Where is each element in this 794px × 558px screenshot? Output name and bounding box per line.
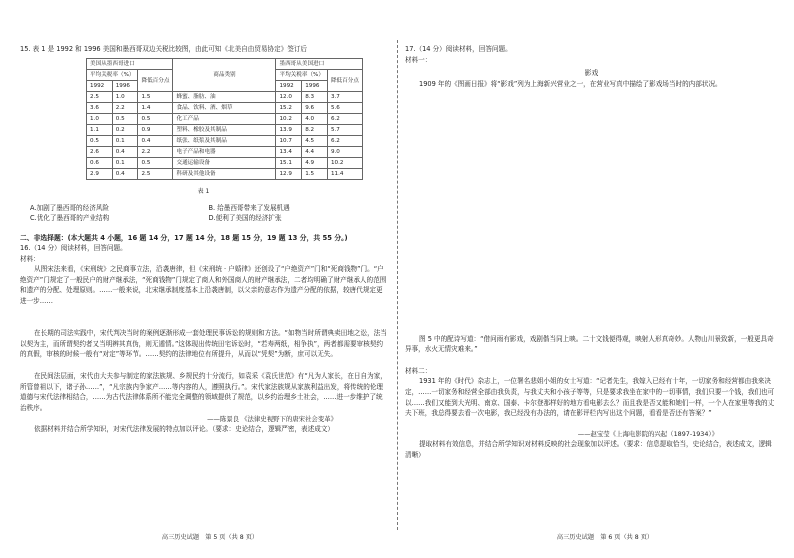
table-cell: 4.0 — [302, 114, 328, 125]
table-cell: 2.6 — [87, 147, 113, 158]
table-drop-left: 降低百分点 — [138, 70, 173, 92]
table-cell: 0.5 — [138, 158, 173, 169]
table-cell: 科研及其他设备 — [173, 169, 276, 180]
table-cell: 9.6 — [302, 103, 328, 114]
table-cell: 2.2 — [138, 147, 173, 158]
answer-options — [20, 203, 387, 223]
material-paragraph-3: 在民间法层面，宋代由大夫参与制定的家法族规、乡规民约十分流行，如袁采《袁氏世范》有“凡为人家长，在日自为家，所管曾祖以下，诸子孙……”，“凡宗族内争家产……等内容的人，遵照执行。”。宋代家法族规从家族利益出发，将传统的伦理道德与宋代法律相结合，……为古代法律体系所不能完全调整的领域提供了规范，以乡约治理乡土社会，……进一步维护了统治秩序。 — [20, 372, 387, 412]
material-1-label: 材料一： — [405, 55, 432, 64]
table-cell: 0.4 — [112, 147, 138, 158]
page-footer-left: 高三历史试题 第 5 页（共 8 页） — [161, 534, 259, 541]
table-cell: 15.1 — [276, 158, 302, 169]
table-cell: 13.9 — [276, 125, 302, 136]
image-placeholder — [405, 90, 778, 334]
table-cell: 12.9 — [276, 169, 302, 180]
table-row — [87, 125, 363, 136]
section-title: 二、非选择题：(本大题共 4 小题，16 题 14 分，17 题 14 分，18 题 15 分，19 题 13 分，共 55 分。) — [20, 234, 348, 242]
table-row — [87, 147, 363, 158]
table-cell: 0.5 — [87, 136, 113, 147]
table-row — [87, 114, 363, 125]
table-cell: 2.2 — [112, 103, 138, 114]
question-17-head: 17.（14 分）阅读材料，回答问题。 — [405, 45, 512, 53]
table-cell: 4.9 — [302, 158, 328, 169]
table-year-b-left: 1996 — [112, 81, 138, 92]
material-paragraph-1: 从图宋法来看，《宋刑统》之民商事立法，沿袭唐律，但《宋刑统 · 户婚律》还创设了“户绝资产”门和“死商钱物”门。“户绝资产”门规定了一般民户的财产继承法，“死商钱物”门规定了商人和外国商人的财产继承法，二者均明确了财产继承人的范围和遗产的分配、处理原则。……一般来说，北宋继承制度基本上沿袭唐制，以父亲的意志作为遗产分配的依据，较唐代规定更进一步…… — [20, 265, 387, 305]
table-avg-rate-right: 平均关税率（%） — [276, 70, 327, 81]
page-right — [397, 0, 794, 558]
material-1-intro: 1909 年的《图画日报》将“影戏”列为上海新兴营业之一，在营业写真中描绘了影戏场当时的内部状况。 — [419, 80, 722, 89]
table-cell: 化工产品 — [173, 114, 276, 125]
table-cell: 2.9 — [87, 169, 113, 180]
table-cell: 0.1 — [112, 158, 138, 169]
table-cell: 0.4 — [138, 136, 173, 147]
table-cell: 8.3 — [302, 92, 328, 103]
table-cell: 5.7 — [327, 125, 362, 136]
table-cell: 电子产品和电器 — [173, 147, 276, 158]
option-c[interactable]: C.优化了墨西哥的产业结构 — [30, 214, 110, 222]
table-cell: 11.4 — [327, 169, 362, 180]
table-cell: 8.2 — [302, 125, 328, 136]
table-cell: 4.5 — [302, 136, 328, 147]
material-label: 材料： — [20, 254, 40, 263]
material-paragraph-2: 在长期的司法实践中，宋代判决当时的案例逐渐形成一套处理民事诉讼的规则和方法。“如物当时所谓典卖田地之讼，法当以契为主，而所谓契约者又当明辨其真伪，则无遁情。”这体现出传统田宅诉讼时，“若寿两纸，相争执”，两者都需要审核契约的真假，审核的时候一般有“对定”等环节。……契约的法律地位有所提升，从而以“凭契”为断，庶可以无失。 — [20, 329, 387, 359]
table-group-left: 美国从墨西哥进口 — [87, 59, 173, 70]
table-cell: 食品、饮料、酒、烟草 — [173, 103, 276, 114]
task-17: 提取材料有效信息，并结合所学知识对材料反映的社会现象加以评述。（要求：信息提取恰当，史论结合，表述成文，逻辑清晰） — [405, 440, 772, 459]
table-cell: 5.6 — [327, 103, 362, 114]
table-body — [87, 92, 363, 180]
option-b[interactable]: B. 给墨西哥带来了发展机遇 — [208, 204, 290, 212]
table-cell: 9.0 — [327, 147, 362, 158]
table-cell: 蜂蜜、脂肪、油 — [173, 92, 276, 103]
material-2-paragraph: 1931 年的《时代》杂志上，一位署名悲姐小姐的女士写道：“记者先生，我嫁入已经有十年，一切家务和经营都由我来决定，……一切家务和经营全部由我负责，与我丈夫和小孩子等等，只是要求我坐在家中的一切事情，我们只要一个钱，我们也可以……我们又能到大光明、南京、国泰、卡尔登那样好的地方看电影去么？而且我是否又能和她们一样，一个人在家里等我的丈夫下班，我总得要去看一次电影，我已经没有办法的，请在影评栏内写出这个问题，看看是否还有答案？” — [405, 377, 775, 418]
page-footer-right: 高三历史试题 第 6 页（共 8 页） — [556, 534, 654, 541]
question-16-head: 16.（14 分）阅读材料，回答问题。 — [20, 244, 127, 252]
table-group-right: 墨西哥从美国进口 — [276, 59, 362, 70]
table-cell: 0.1 — [112, 136, 138, 147]
table-cell: 1.1 — [87, 125, 113, 136]
question-15-stem: 15. 表 1 是 1992 和 1996 美国和墨西哥双边关税比较图，由此可知《北美自由贸易协定》签订后 — [20, 45, 308, 53]
table-cell: 3.7 — [327, 92, 362, 103]
table-cell: 2.5 — [87, 92, 113, 103]
table-cell: 1.4 — [138, 103, 173, 114]
source-citation-1: ——陈景良 《法律史视野下的唐宋社会变革》 — [207, 415, 337, 424]
table-year-b-right: 1996 — [302, 81, 328, 92]
table-row — [87, 92, 363, 103]
table-cell: 纸张、纸浆及其制品 — [173, 136, 276, 147]
table-cell: 10.2 — [276, 114, 302, 125]
source-citation-2: ——赵宝莹《上海电影院的兴起（1897-1934）》 — [577, 430, 718, 439]
material-2-label: 材料二： — [405, 366, 432, 375]
table-cell: 1.0 — [112, 92, 138, 103]
table-cell: 交通运输设备 — [173, 158, 276, 169]
table-category-header: 商品类别 — [173, 59, 276, 92]
table-cell: 1.5 — [138, 92, 173, 103]
table-avg-rate-left: 平均关税率（%） — [87, 70, 138, 81]
table-cell: 0.4 — [112, 169, 138, 180]
table-cell: 1.5 — [302, 169, 328, 180]
table-year-a-left: 1992 — [87, 81, 113, 92]
table-row — [87, 158, 363, 169]
table-drop-right: 降低百分点 — [327, 70, 362, 92]
table-cell: 0.5 — [138, 114, 173, 125]
task-16: 依据材料并结合所学知识，对宋代法律发展的特点加以评论。（要求：史论结合，逻辑严密，表述成文） — [34, 425, 335, 434]
option-d[interactable]: D.便利了美国的经济扩张 — [208, 214, 282, 222]
table-cell: 2.5 — [138, 169, 173, 180]
image-caption: 图 5 中的配诗写道：“借问雨有影戏，戏剧偕当同上映。二十文钱便得观，映射人形真奇妙。人物山川景致新，一般更具奇异事，水火无情灾难来。” — [405, 334, 774, 354]
table-cell: 1.0 — [87, 114, 113, 125]
table-cell: 3.6 — [87, 103, 113, 114]
table-cell: 4.4 — [302, 147, 328, 158]
table-cell: 13.4 — [276, 147, 302, 158]
option-a[interactable]: A.加剧了墨西哥的经济风险 — [30, 204, 110, 212]
table-caption: 表 1 — [197, 188, 210, 195]
table-cell: 塑料、橡胶及其制品 — [173, 125, 276, 136]
table-row — [87, 136, 363, 147]
table-cell: 0.6 — [87, 158, 113, 169]
table-cell: 6.2 — [327, 114, 362, 125]
table-cell: 12.0 — [276, 92, 302, 103]
material-title: 影戏 — [584, 69, 599, 78]
table-year-a-right: 1992 — [276, 81, 302, 92]
table-cell: 10.2 — [327, 158, 362, 169]
table-cell: 10.7 — [276, 136, 302, 147]
table-row — [87, 169, 363, 180]
table-cell: 6.2 — [327, 136, 362, 147]
table-cell: 0.9 — [138, 125, 173, 136]
table-cell: 15.2 — [276, 103, 302, 114]
table-row — [87, 103, 363, 114]
table-cell: 0.2 — [112, 125, 138, 136]
table-cell: 0.5 — [112, 114, 138, 125]
tariff-table — [86, 58, 363, 180]
